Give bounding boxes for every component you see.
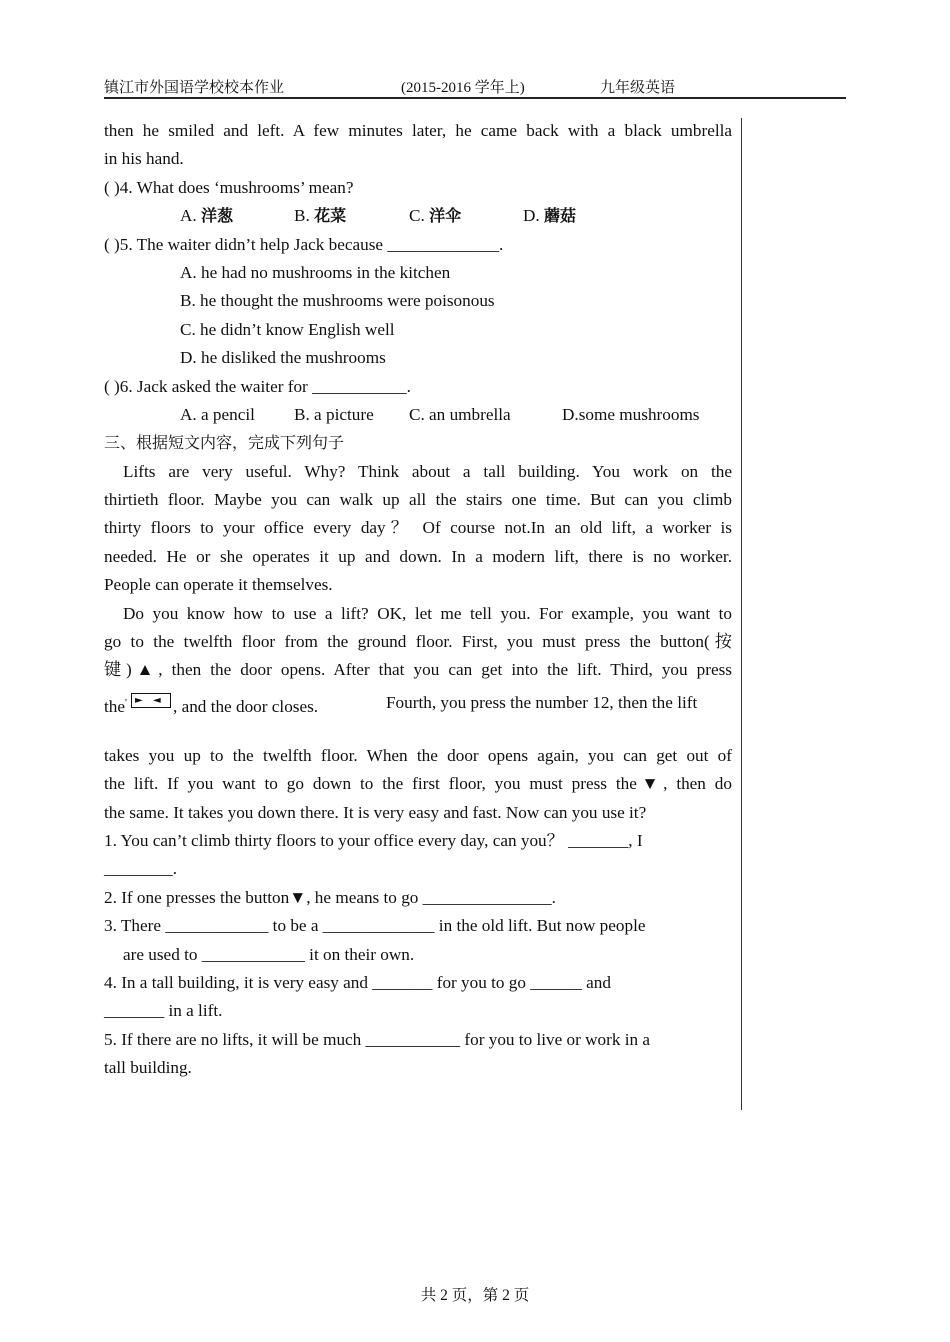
header-school: 镇江市外国语学校校本作业 — [104, 80, 285, 96]
page-content — [104, 117, 732, 1083]
page-footer: 共 2 页，第 2 页 — [420, 1287, 530, 1304]
paragraph-line: needed. He or she operates it up and down. In a modern lift, there is no worker. — [104, 546, 732, 566]
question-5-stem: ( )5. The waiter didn’t help Jack because _____________. — [104, 234, 504, 254]
option-c: C. 洋伞 — [409, 206, 462, 226]
sentence-3-cont: are used to ____________ it on their own. — [123, 944, 415, 964]
sentence-3: 3. There ____________ to be a _____________ in the old lift. But now people — [104, 916, 646, 936]
sentence-5-cont: tall building. — [104, 1058, 192, 1078]
paragraph-line: thirtieth floor. Maybe you can walk up all the stairs one time. But can you climb — [104, 490, 732, 510]
paragraph-line: the lift. If you want to go down to the first floor, you must press the▼, then do — [104, 774, 732, 794]
close-door-button-icon: ► ◄ — [131, 693, 171, 708]
passage-line: then he smiled and left. A few minutes later, he came back with a black umbrella — [104, 121, 732, 140]
option-a: A. a pencil — [180, 404, 255, 424]
right-margin-line — [741, 118, 742, 1110]
option-b: B. 花菜 — [294, 206, 347, 226]
question-6-stem: ( )6. Jack asked the waiter for ___________. — [104, 376, 411, 396]
header-rule — [104, 97, 846, 99]
header-year: (2015-2016 学年上) — [401, 80, 525, 96]
sentence-1-cont: ________. — [104, 859, 178, 879]
paragraph-line: thirty floors to your office every day？ Of course not.In an old lift, a worker is — [104, 518, 732, 538]
paragraph-line: the same. It takes you down there. It is very easy and fast. Now can you use it? — [104, 802, 647, 822]
option-b: B. a picture — [294, 404, 374, 424]
paragraph-line: 键)▲, then the door opens. After that you can get into the lift. Third, you press — [104, 660, 732, 680]
sentence-2: 2. If one presses the button▼, he means to go _______________. — [104, 887, 556, 907]
option-c: C. he didn’t know English well — [180, 319, 395, 339]
question-4-options — [104, 202, 732, 230]
paragraph-line: Lifts are very useful. Why? Think about a tall building. You work on the — [123, 461, 732, 481]
option-c: C. an umbrella — [409, 404, 511, 424]
option-b: B. he thought the mushrooms were poisonous — [180, 291, 495, 311]
paragraph-line: takes you up to the twelfth floor. When the door opens again, you can get out of — [104, 745, 732, 765]
sentence-4: 4. In a tall building, it is very easy and _______ for you to go ______ and — [104, 972, 611, 992]
sentence-4-cont: _______ in a lift. — [104, 1001, 223, 1021]
option-d: D. he disliked the mushrooms — [180, 348, 386, 368]
paragraph-line: People can operate it themselves. — [104, 575, 333, 595]
page-header — [104, 76, 846, 98]
header-grade: 九年级英语 — [600, 80, 676, 96]
paragraph-line: Do you know how to use a lift? OK, let me tell you. For example, you want to — [123, 603, 732, 623]
option-d: D. 蘑菇 — [523, 206, 577, 226]
option-a: A. 洋葱 — [180, 206, 234, 226]
question-4-stem: ( )4. What does ‘mushrooms’ mean? — [104, 177, 354, 197]
sentence-5: 5. If there are no lifts, it will be much ___________ for you to live or work in a — [104, 1029, 651, 1049]
option-d: D.some mushrooms — [562, 404, 700, 424]
section-3-heading: 三、根据短文内容，完成下列句子 — [104, 433, 345, 453]
passage-line: in his hand. — [104, 149, 184, 169]
line-part: Fourth, you press the number 12, then the lift — [386, 692, 698, 712]
paragraph-line-with-icon — [104, 685, 732, 718]
sentence-1: 1. You can’t climb thirty floors to your office every day, can you？ _______, I — [104, 830, 643, 850]
question-6-options — [104, 401, 732, 429]
option-a: A. he had no mushrooms in the kitchen — [180, 262, 451, 282]
paragraph-line: go to the twelfth floor from the ground floor. First, you must press the button(按 — [104, 632, 732, 652]
line-part: the' ► ◄ , and the door closes. — [104, 694, 319, 716]
